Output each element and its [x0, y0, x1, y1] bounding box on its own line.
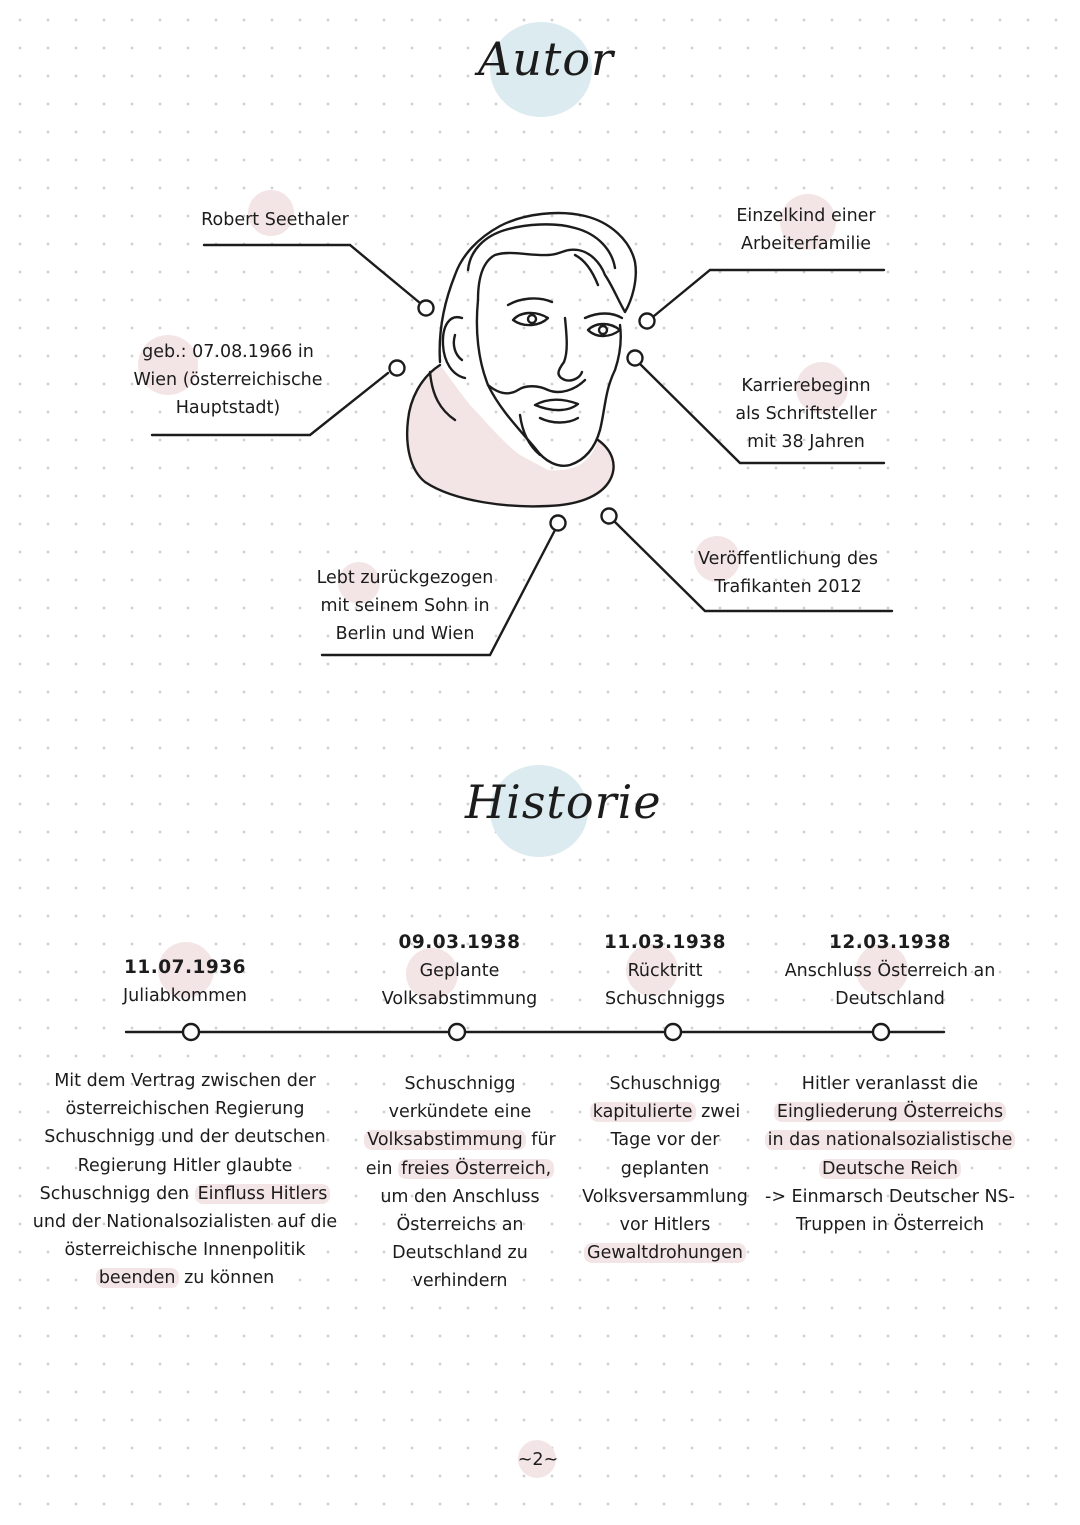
event-3-description-line	[570, 1239, 760, 1267]
fact-family-line: Arbeiterfamilie	[740, 234, 871, 254]
portrait-nose	[558, 318, 582, 381]
fact-career	[706, 372, 906, 456]
event-2-description	[350, 1070, 570, 1296]
event-1-description-line: österreichische Innenpolitik	[64, 1240, 306, 1261]
event-4-description-line	[750, 1126, 1030, 1154]
event-1-description-line: beenden zu können	[20, 1264, 350, 1292]
event-2-title: Volksabstimmung	[381, 989, 538, 1009]
event-3-description-line: kapitulierte zwei	[570, 1098, 760, 1126]
fact-residence	[300, 564, 510, 648]
event-2-description-line: Volksabstimmung für	[350, 1126, 570, 1154]
heading-autor: Autor	[478, 32, 615, 86]
heading-historie: Historie	[465, 775, 662, 829]
page-number: ~2~	[517, 1450, 559, 1470]
event-3-description	[570, 1070, 760, 1267]
fact-residence-line: Lebt zurückgezogen	[316, 568, 494, 588]
event-2-description-line: Deutschland zu	[392, 1243, 528, 1264]
event-2-description-line: Schuschnigg	[404, 1074, 516, 1094]
highlight: in das nationalsozialistische	[765, 1130, 1016, 1150]
event-1-description-line: und der Nationalsozialisten auf die	[32, 1212, 338, 1233]
event-2-date: 09.03.1938	[398, 932, 521, 953]
event-1-description-line: Schuschnigg den Einfluss Hitlers	[20, 1180, 350, 1208]
event-3-title: Schuschniggs	[604, 989, 726, 1009]
event-3-header	[570, 929, 760, 1013]
event-1-description-line: Schuschnigg und der deutschen	[44, 1127, 326, 1148]
event-4-title: Anschluss Österreich an	[784, 961, 996, 981]
event-4-description-line	[750, 1098, 1030, 1126]
highlight: beenden	[96, 1268, 179, 1288]
fact-name-text: Robert Seethaler	[201, 210, 349, 230]
event-4-description-line: Truppen in Österreich	[795, 1215, 985, 1236]
event-3-description-line: Volksversammlung	[582, 1186, 748, 1207]
event-1-title: Juliabkommen	[123, 986, 247, 1006]
timeline-node-icon	[873, 1024, 889, 1040]
portrait-mouth	[535, 400, 578, 411]
fact-residence-line: Berlin und Wien	[335, 624, 475, 644]
highlight: Deutsche Reich	[819, 1159, 961, 1179]
fact-birth	[118, 338, 338, 422]
highlight: freies Österreich,	[398, 1159, 554, 1179]
portrait-hair	[440, 213, 636, 362]
event-2-description-line: verhindern	[412, 1271, 508, 1292]
event-1-description-line: Regierung Hitler glaubte	[77, 1155, 293, 1176]
event-2-description-line: ein freies Österreich,	[350, 1155, 570, 1183]
event-4-description-line: Hitler veranlasst die	[801, 1074, 979, 1094]
event-2-header	[357, 929, 562, 1013]
event-1-description-line: österreichischen Regierung	[65, 1099, 305, 1120]
event-3-description-line: Schuschnigg	[609, 1074, 721, 1094]
fact-family	[706, 202, 906, 258]
fact-residence-line: mit seinem Sohn in	[320, 596, 490, 616]
event-1-date: 11.07.1936	[123, 957, 247, 978]
highlight: Gewaltdrohungen	[584, 1243, 746, 1263]
highlight: Eingliederung Österreichs	[774, 1102, 1006, 1122]
fact-publication-line: Veröffentlichung des	[698, 549, 878, 569]
event-2-description-line: Österreichs an	[396, 1215, 524, 1236]
fact-name	[170, 206, 380, 234]
fact-publication-line: Trafikanten 2012	[714, 577, 862, 597]
event-2-description-line: verkündete eine	[388, 1102, 532, 1123]
event-2-title: Geplante	[419, 961, 500, 981]
fact-family-line: Einzelkind einer	[736, 206, 876, 226]
event-3-description-line: geplanten	[620, 1158, 710, 1179]
timeline-node-icon	[449, 1024, 465, 1040]
author-portrait-icon	[407, 213, 636, 506]
highlight: Einfluss Hitlers	[195, 1184, 331, 1204]
fact-birth-line: geb.: 07.08.1966 in	[142, 342, 314, 362]
event-4-description	[750, 1070, 1030, 1239]
event-3-date: 11.03.1938	[603, 932, 727, 953]
event-4-header	[770, 929, 1010, 1013]
event-4-description-line	[750, 1155, 1030, 1183]
fact-career-line: als Schriftsteller	[735, 404, 877, 424]
event-4-description-line: -> Einmarsch Deutscher NS-	[765, 1186, 1015, 1207]
fact-career-line: mit 38 Jahren	[747, 432, 865, 452]
event-4-title: Deutschland	[835, 989, 945, 1009]
timeline	[126, 1024, 944, 1040]
fact-birth-line: Hauptstadt)	[175, 398, 281, 418]
fact-career-line: Karrierebeginn	[741, 376, 871, 396]
event-1-header	[85, 954, 285, 1010]
timeline-node-icon	[183, 1024, 199, 1040]
fact-publication	[678, 545, 898, 601]
timeline-node-icon	[665, 1024, 681, 1040]
highlight: Volksabstimmung	[364, 1130, 526, 1150]
event-1-description	[20, 1067, 350, 1293]
portrait-collar-fill	[407, 365, 613, 506]
highlight: kapitulierte	[590, 1102, 696, 1122]
event-1-description-line: Mit dem Vertrag zwischen der	[54, 1071, 316, 1091]
event-2-description-line: um den Anschluss	[380, 1186, 540, 1207]
event-3-description-line: vor Hitlers	[619, 1215, 711, 1236]
event-3-title: Rücktritt	[627, 961, 703, 981]
event-3-description-line: Tage vor der	[610, 1130, 720, 1151]
portrait-beard	[488, 380, 585, 393]
fact-birth-line: Wien (österreichische	[133, 370, 323, 390]
event-4-date: 12.03.1938	[828, 932, 952, 953]
